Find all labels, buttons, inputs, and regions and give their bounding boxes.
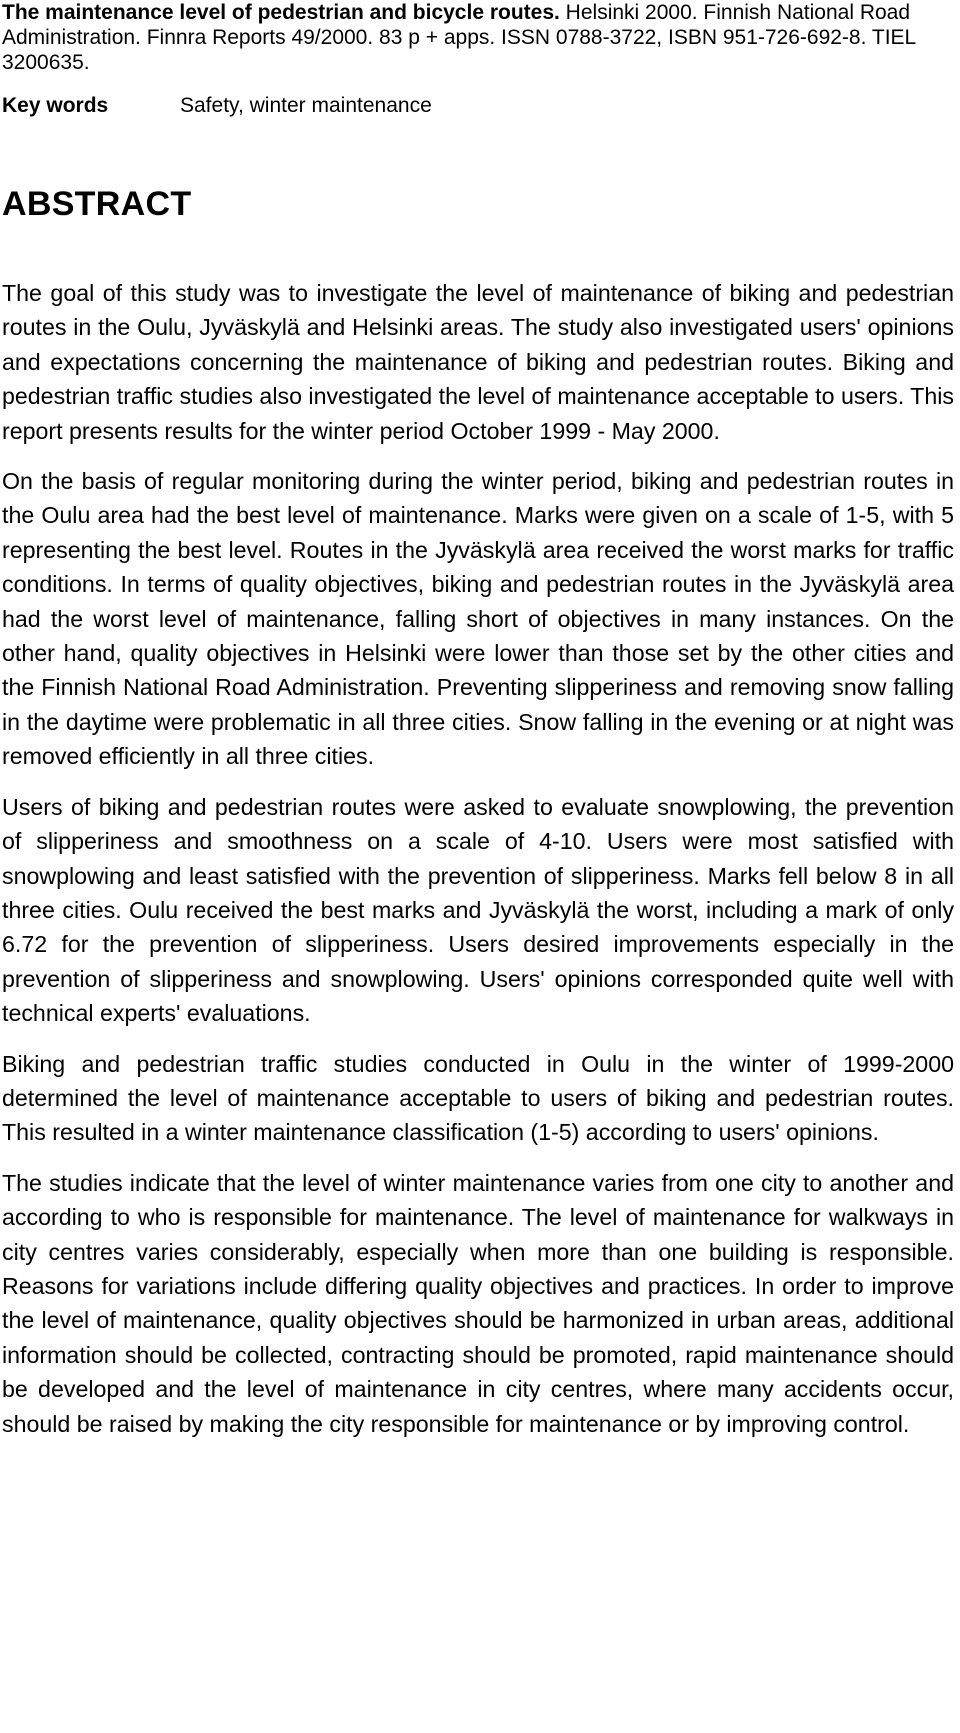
keywords-row [2,93,954,118]
keywords-label: Key words [2,94,109,117]
citation-title: The maintenance level of pedestrian and bicycle routes. [2,1,560,24]
abstract-body [2,276,954,1457]
abstract-paragraph: The goal of this study was to investigate the level of maintenance of biking and pedestrian routes in the Oulu, Jyväskylä and Helsinki areas. The study also investigated users' opinions and expectations concerning the maintenance of biking and pedestrian routes. Biking and pedestrian traffic studies also investigated the level of maintenance acceptable to users. This report presents results for the winter period October 1999 - May 2000. [2,280,954,444]
keywords-value: Safety, winter maintenance [180,94,432,117]
citation-details: Helsinki 2000. Finnish National Road Administration. Finnra Reports 49/2000. 83 p + apps. ISSN 0788-3722, ISBN 951-726-692-8. TIEL 3200635. [2,1,916,74]
abstract-paragraph: On the basis of regular monitoring during the winter period, biking and pedestrian routes in the Oulu area had the best level of maintenance. Marks were given on a scale of 1-5, with 5 representing the best level. Routes in the Jyväskylä area received the worst marks for traffic conditions. In terms of quality objectives, biking and pedestrian routes in the Jyväskylä area had the worst level of maintenance, falling short of objectives in many instances. On the other hand, quality objectives in Helsinki were lower than those set by the other cities and the Finnish National Road Administration. Preventing slipperiness and removing snow falling in the daytime were problematic in all three cities. Snow falling in the evening or at night was removed efficiently in all three cities. [2,468,954,770]
abstract-paragraph: Users of biking and pedestrian routes were asked to evaluate snowplowing, the prevention of slipperiness and smoothness on a scale of 4-10. Users were most satisfied with snowplowing and least satisfied with the prevention of slipperiness. Marks fell below 8 in all three cities. Oulu received the best marks and Jyväskylä the worst, including a mark of only 6.72 for the prevention of slipperiness. Users desired improvements especially in the prevention of slipperiness and snowplowing. Users' opinions corresponded quite well with technical experts' evaluations. [2,793,954,1027]
abstract-paragraph: The studies indicate that the level of winter maintenance varies from one city to another and according to who is responsible for maintenance. The level of maintenance for walkways in city centres varies considerably, especially when more than one building is responsible. Reasons for variations include differing quality objectives and practices. In order to improve the level of maintenance, quality objectives should be harmonized in urban areas, additional information should be collected, contracting should be promoted, rapid maintenance should be developed and the level of maintenance in city centres, where many accidents occur, should be raised by making the city responsible for maintenance or by improving control. [2,1169,954,1437]
abstract-paragraph: Biking and pedestrian traffic studies conducted in Oulu in the winter of 1999-2000 determined the level of maintenance acceptable to users of biking and pedestrian routes. This resulted in a winter maintenance classification (1-5) according to users' opinions. [2,1050,954,1146]
document-page [2,0,954,1437]
abstract-heading: ABSTRACT [2,185,192,223]
citation [2,0,954,75]
